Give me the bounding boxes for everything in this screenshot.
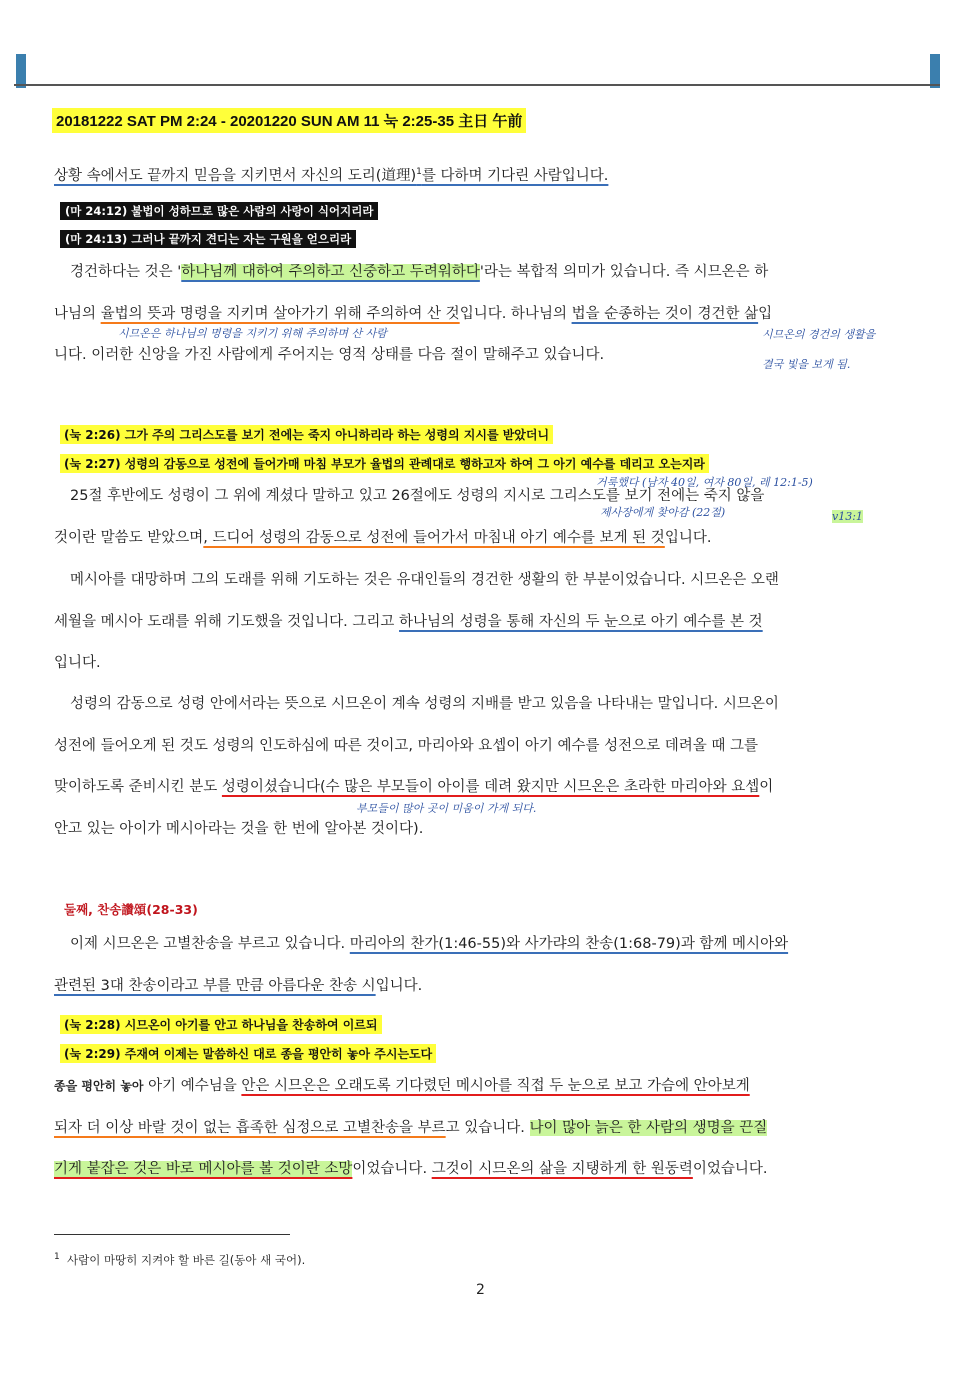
handwritten-note: v13:1 <box>832 510 863 523</box>
footnote-text: 사람이 마땅히 지켜야 할 바른 길(동아 새 국어). <box>67 1253 306 1267</box>
text-run: 입니다. 하나님의 <box>459 305 572 322</box>
handwritten-note: 결국 빛을 보게 됨. <box>762 358 851 371</box>
handwritten-note: 거룩했다 (남자 40일, 여자 80일, 레 12:1-5) <box>596 476 813 489</box>
underlined-phrase: 되자 더 이상 바랄 것이 없는 흡족한 심정으로 고별찬송을 부르 <box>54 1119 446 1136</box>
text-line: 성령의 감동으로 성령 안에서라는 뜻으로 시므온이 계속 성령의 지배를 받고 있음을 나타내는 말입니다. 시므온이 <box>70 696 779 712</box>
paragraph-holy-spirit <box>54 476 910 559</box>
underlined-phrase: 관련된 3대 찬송이라고 부를 만큼 아름다운 찬송 시 <box>54 977 376 994</box>
intro-paragraph <box>54 152 910 194</box>
left-margin-tab <box>16 54 26 88</box>
text-line: 25절 후반에도 성령이 그 위에 계셨다 말하고 있고 26절에도 성령의 지시로 그리스도를 보기 전에는 죽지 않을 <box>70 488 765 504</box>
highlighted-phrase: 나이 많아 늙은 한 사람의 생명을 끈질 <box>529 1119 768 1136</box>
verse-mat-24-12: (마 24:12) 불법이 성하므로 많은 사람의 사랑이 식어지리라 <box>60 202 378 220</box>
intro-text: 상황 속에서도 끝까지 믿음을 지키면서 자신의 도리(道理) <box>54 167 417 184</box>
handwritten-note: 시므온의 경건의 생활을 <box>762 328 876 341</box>
handwritten-note: 부모들이 많아 곳이 미움이 가게 되다. <box>356 802 537 815</box>
text-line: 입니다. <box>54 655 101 671</box>
verse-luke-2-26: (눅 2:26) 그가 주의 그리스도를 보기 전에는 죽지 아니하리라 하는 성령의 지시를 받았더니 <box>60 425 553 444</box>
text-run: 이제 시므온은 고별찬송을 부르고 있습니다. <box>70 936 350 952</box>
text-line: 성전에 들어오게 된 것도 성령의 인도하심에 따른 것이고, 마리아와 요셉이 아기 예수를 성전으로 데려올 때 그를 <box>54 737 759 754</box>
text-run: 아기 예수님을 <box>143 1078 242 1094</box>
page-number: 2 <box>476 1282 485 1298</box>
text-run: 입니다. <box>375 977 423 994</box>
highlighted-phrase: 하나님께 대하여 주의하고 신중하고 두려워하다 <box>181 264 480 280</box>
text-line: 메시아를 대망하며 그의 도래를 위해 기도하는 것은 유대인들의 경건한 생활의 한 부분이었습니다. 시므온은 오랜 <box>70 572 779 588</box>
underlined-phrase: 법을 순종하는 것이 경건한 삶 <box>571 305 759 322</box>
footnote-ref: 1 <box>416 167 422 177</box>
right-margin-tab <box>930 54 940 88</box>
intro-tail: 를 다하며 기다린 사람입니다. <box>421 167 609 184</box>
paragraph-farewell-song <box>54 924 910 1007</box>
paragraph-guidance <box>54 684 910 850</box>
text-run: 이 <box>759 779 774 795</box>
verse-luke-2-27: (눅 2:27) 성령의 감동으로 성전에 들어가매 마침 부모가 율법의 관례대로 행하고자 하여 그 아기 예수를 데리고 오는지라 <box>60 454 709 473</box>
footnote-rule <box>54 1234 290 1235</box>
underlined-phrase: 그것이 시므온의 삶을 지탱하게 한 원동력 <box>431 1161 693 1177</box>
handwritten-note: 시므온은 하나님의 명령을 지키기 위해 주의하며 산 사람 <box>118 327 387 340</box>
section-title: 둘째, 찬송讚頌(28-33) <box>64 902 198 917</box>
paragraph-release <box>54 1066 910 1191</box>
footnote-mark: 1 <box>54 1252 60 1263</box>
text-line: 니다. 이러한 신앙을 가진 사람에게 주어지는 영적 상태를 다음 절이 말해주고 있습니다. <box>54 347 605 363</box>
text-run: 입니다. <box>664 529 712 546</box>
underlined-phrase: 성령이셨습니다(수 많은 부모들이 아이를 데려 왔지만 시므온은 초라한 마리아와 요셉 <box>221 779 760 795</box>
underlined-phrase: , 드디어 성령의 감동으로 성전에 들어가서 마침내 아기 예수를 보게 된 것 <box>203 529 665 546</box>
text-run: 이었습니다. <box>692 1161 768 1177</box>
text-run: 이었습니다. <box>352 1161 432 1177</box>
underlined-phrase: 하나님의 성령을 통해 자신의 두 눈으로 아기 예수를 본 것 <box>399 613 763 630</box>
text-run: '라는 복합적 의미가 있습니다. 즉 시므온은 하 <box>479 264 769 280</box>
footnote <box>54 1252 305 1268</box>
verse-mat-24-13: (마 24:13) 그러나 끝까지 견디는 자는 구원을 얻으리라 <box>60 230 356 248</box>
text-line: 안고 있는 아이가 메시아라는 것을 한 번에 알아본 것이다). <box>54 820 424 837</box>
handwritten-note: 제사장에게 찾아감 (22절) <box>600 506 726 519</box>
highlighted-phrase: 기게 붙잡은 것은 바로 메시아를 볼 것이란 소망 <box>54 1161 353 1177</box>
text-run: 나님의 <box>54 305 101 322</box>
verse-luke-2-29: (눅 2:29) 주재여 이제는 말씀하신 대로 종을 평안히 놓아 주시는도다 <box>60 1044 436 1063</box>
bold-lead: 종을 평안히 놓아 <box>54 1079 144 1093</box>
verse-luke-2-28: (눅 2:28) 시므온이 아기를 안고 하나님을 찬송하여 이르되 <box>60 1015 382 1034</box>
text-run: 맞이하도록 준비시킨 분도 <box>54 779 222 795</box>
date-header: 20181222 SAT PM 2:24 - 20201220 SUN AM 11 눅 2:25-35 主日 午前 <box>52 108 526 133</box>
text-run: 입 <box>758 305 773 322</box>
header-rule <box>14 84 940 86</box>
underlined-phrase: 안은 시므온은 오래도록 기다렸던 메시아를 직접 두 눈으로 보고 가슴에 안아보게 <box>241 1078 750 1094</box>
underlined-phrase: 마리아의 찬가(1:46-55)와 사가랴의 찬송(1:68-79)과 함께 메시아와 <box>349 936 789 952</box>
text-run: 것이란 말씀도 받았으며 <box>54 529 204 546</box>
text-run: 세월을 메시아 도래를 위해 기도했을 것입니다. 그리고 <box>54 613 400 630</box>
text-run: 경건하다는 것은 ' <box>70 264 182 280</box>
paragraph-messiah <box>54 560 910 685</box>
underlined-phrase: 율법의 뜻과 명령을 지키며 살아가기 위해 주의하여 산 것 <box>100 305 460 322</box>
text-run: 고 있습니다. <box>445 1119 530 1136</box>
